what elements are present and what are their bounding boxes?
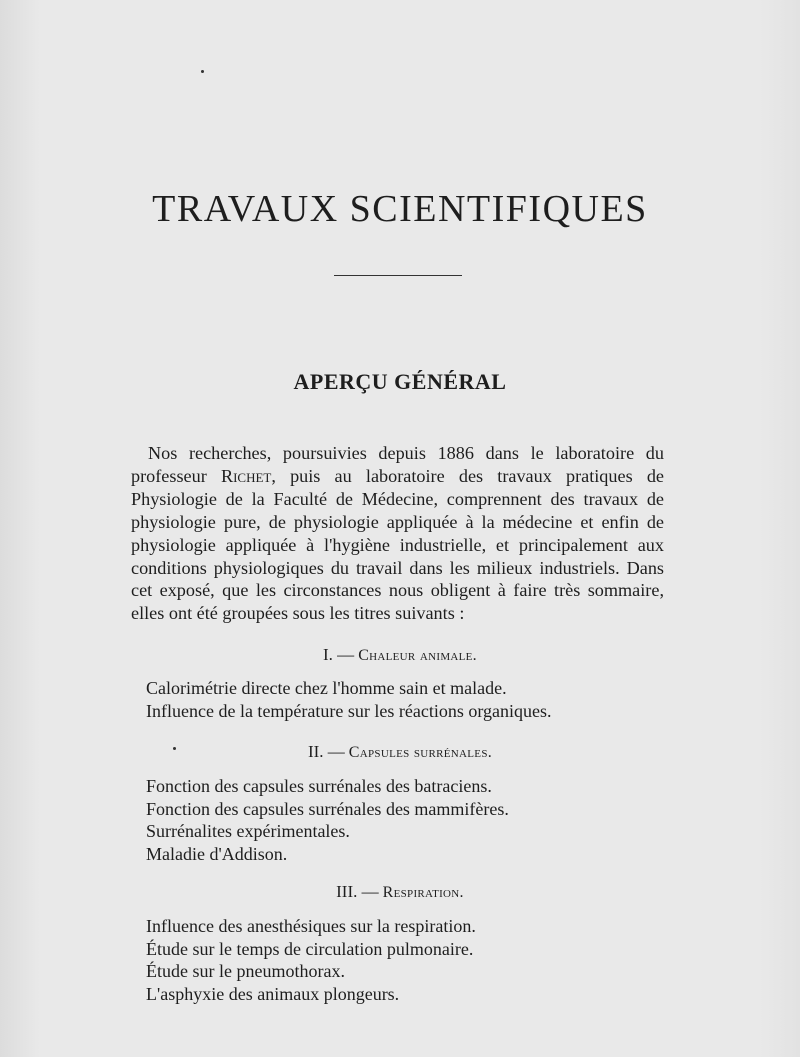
list-item: Fonction des capsules surrénales des mammifères. bbox=[146, 798, 509, 819]
subsection-heading-3 bbox=[0, 881, 800, 904]
subsection-title: Respiration. bbox=[382, 884, 464, 901]
intro-person-name: Richet bbox=[220, 465, 272, 486]
intro-text-start: Nos recherches, poursuivies depuis 1886 dans le laboratoire du professeur bbox=[131, 443, 664, 486]
topic-list-2 bbox=[146, 775, 509, 865]
list-item: Influence des anesthésiques sur la respiration. bbox=[146, 916, 476, 936]
list-item: Surrénalites expérimentales. bbox=[146, 821, 350, 841]
list-item: Étude sur le temps de circulation pulmonaire. bbox=[146, 938, 474, 959]
section-heading: APERÇU GÉNÉRAL bbox=[293, 369, 507, 394]
list-item: Calorimétrie directe chez l'homme sain et malade. bbox=[146, 678, 507, 698]
subsection-heading-2 bbox=[0, 741, 800, 764]
topic-list-3 bbox=[146, 915, 476, 1005]
intro-text-end: , puis au laboratoire des travaux pratiques de Physiologie de la Faculté de Médecine, comprennent des travaux de physiologie pure, de physiologie appliquée à la médecine et enfin de physiologie appliquée à l'hygiène industrielle, et principalement aux conditions physiologiques du travail dans les milieux industriels. Dans cet exposé, que les circonstances nous obligent à faire très sommaire, elles ont été groupées sous les titres suivants : bbox=[131, 465, 664, 624]
list-item: Étude sur le pneumothorax. bbox=[146, 961, 345, 981]
subsection-number: III. — bbox=[336, 882, 379, 901]
subsection-title: Chaleur animale. bbox=[358, 647, 477, 664]
list-item: Fonction des capsules surrénales des batraciens. bbox=[146, 776, 492, 796]
list-item: Maladie d'Addison. bbox=[146, 843, 288, 864]
subsection-number: II. — bbox=[307, 742, 345, 761]
subsection-title: Capsules surrénales. bbox=[348, 744, 493, 761]
list-item: L'asphyxie des animaux plongeurs. bbox=[146, 983, 400, 1004]
list-item: Influence de la température sur les réactions organiques. bbox=[146, 700, 552, 721]
title-underline-rule bbox=[334, 275, 462, 276]
subsection-number: I. — bbox=[323, 645, 355, 664]
topic-list-1 bbox=[146, 677, 552, 722]
subsection-heading-1 bbox=[0, 644, 800, 667]
page-title: TRAVAUX SCIENTIFIQUES bbox=[152, 188, 648, 230]
intro-paragraph bbox=[131, 442, 664, 625]
print-speck bbox=[201, 70, 204, 73]
